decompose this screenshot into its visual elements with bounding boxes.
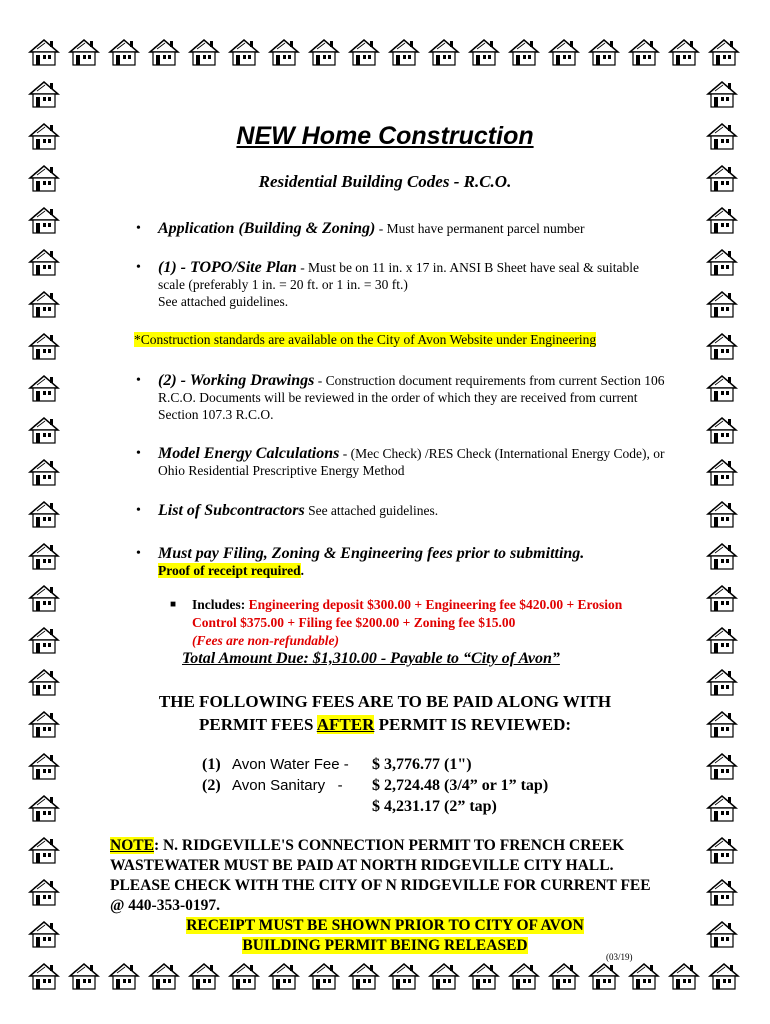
page-subtitle: Residential Building Codes - R.C.O. <box>258 172 512 191</box>
receipt-required: Proof of receipt required <box>158 563 301 578</box>
bullet-head: Must pay Filing, Zoning & Engineering fees prior to submitting. <box>158 545 585 562</box>
bullet-topo <box>136 259 666 310</box>
ridgeville-note: NOTE: N. RIDGEVILLE'S CONNECTION PERMIT TO FRENCH CREEK WASTEWATER MUST BE PAID AT NORTH RIDGEVILLE CITY HALL. PLEASE CHECK WITH THE CITY OF N RIDGEVILLE FOR CURRENT FEE @ 440-353-0197. RECEIPT MUST BE SHOWN PRIOR TO CITY OF AVON BUILDING PERMIT BEING RELEASED <box>110 837 651 954</box>
bullet-line2: See attached guidelines. <box>158 294 289 309</box>
note-label: NOTE <box>110 837 154 854</box>
receipt-warning: RECEIPT MUST BE SHOWN PRIOR TO CITY OF AVON <box>186 917 584 934</box>
bullet-subcontractors <box>136 502 666 519</box>
bullet-text: - (Mec Check) /RES Check (International Energy Code), or Ohio Residential Prescriptive Energy Method <box>158 446 665 478</box>
fee-breakdown: Engineering deposit $300.00 + Engineering fee $420.00 + Erosion Control $375.00 + Filing fee $200.00 + Zoning fee $15.00 <box>192 597 623 630</box>
total-amount-due: Total Amount Due: $1,310.00 - Payable to “City of Avon” <box>182 650 560 667</box>
non-refundable-note: (Fees are non-refundable) <box>192 633 339 648</box>
bullet-icon: • <box>136 260 141 275</box>
table-row: $ 4,231.17 (2” tap) <box>372 798 497 815</box>
construction-note: *Construction standards are available on the City of Avon Website under Engineering <box>134 332 597 347</box>
square-bullet-icon: ■ <box>170 599 177 610</box>
bullet-head: (1) - TOPO/Site Plan <box>158 259 297 276</box>
bullet-head: Application (Building & Zoning) <box>158 220 376 237</box>
bullet-text: See attached guidelines. <box>304 503 439 518</box>
bullet-energy <box>136 445 666 479</box>
table-row: (2) Avon Sanitary - $ 2,724.48 (3/4” or 1” tap) <box>202 777 549 794</box>
bullet-text: - Must be on 11 in. x 17 in. ANSI B Sheet have seal & suitable scale (preferably 1 in. = 20 ft. or 1 in. = 30 ft.) <box>158 260 640 292</box>
page-title: NEW Home Construction <box>236 122 534 150</box>
receipt-warning-2: BUILDING PERMIT BEING RELEASED <box>242 937 528 954</box>
bullet-icon: • <box>136 546 141 561</box>
bullet-icon: • <box>136 221 141 236</box>
date-code: (03/19) <box>606 952 633 962</box>
bullet-working-drawings <box>136 372 666 423</box>
bullet-head: List of Subcontractors <box>158 502 305 519</box>
bullet-head: (2) - Working Drawings <box>158 372 315 389</box>
bullet-icon: • <box>136 373 141 388</box>
table-row: (1) Avon Water Fee - $ 3,776.77 (1") <box>202 756 472 773</box>
bullet-text: - Must have permanent parcel number <box>375 221 585 236</box>
bullet-icon: • <box>136 503 141 518</box>
bullet-fees: • Must pay Filing, Zoning & Engineering fees prior to submitting. Proof of receipt required. <box>136 545 585 578</box>
bullet-head: Model Energy Calculations <box>158 445 340 462</box>
after-emphasis: AFTER <box>316 715 375 734</box>
bullet-text: - Construction document requirements from current Section 106 R.C.O. Documents will be reviewed in the order of which they are received from current Section 107.3 R.C.O. <box>158 373 665 422</box>
fees-heading: THE FOLLOWING FEES ARE TO BE PAID ALONG WITH PERMIT FEES AFTER PERMIT IS REVIEWED: <box>158 692 612 734</box>
bullet-application <box>136 220 666 237</box>
bullet-icon: • <box>136 446 141 461</box>
fees-table <box>202 754 548 817</box>
includes-item: ■ Includes: Engineering deposit $300.00 + Engineering fee $420.00 + Erosion Control $375.00 + Filing fee $200.00 + Zoning fee $15.00 (Fees are non-refundable) <box>170 597 623 648</box>
